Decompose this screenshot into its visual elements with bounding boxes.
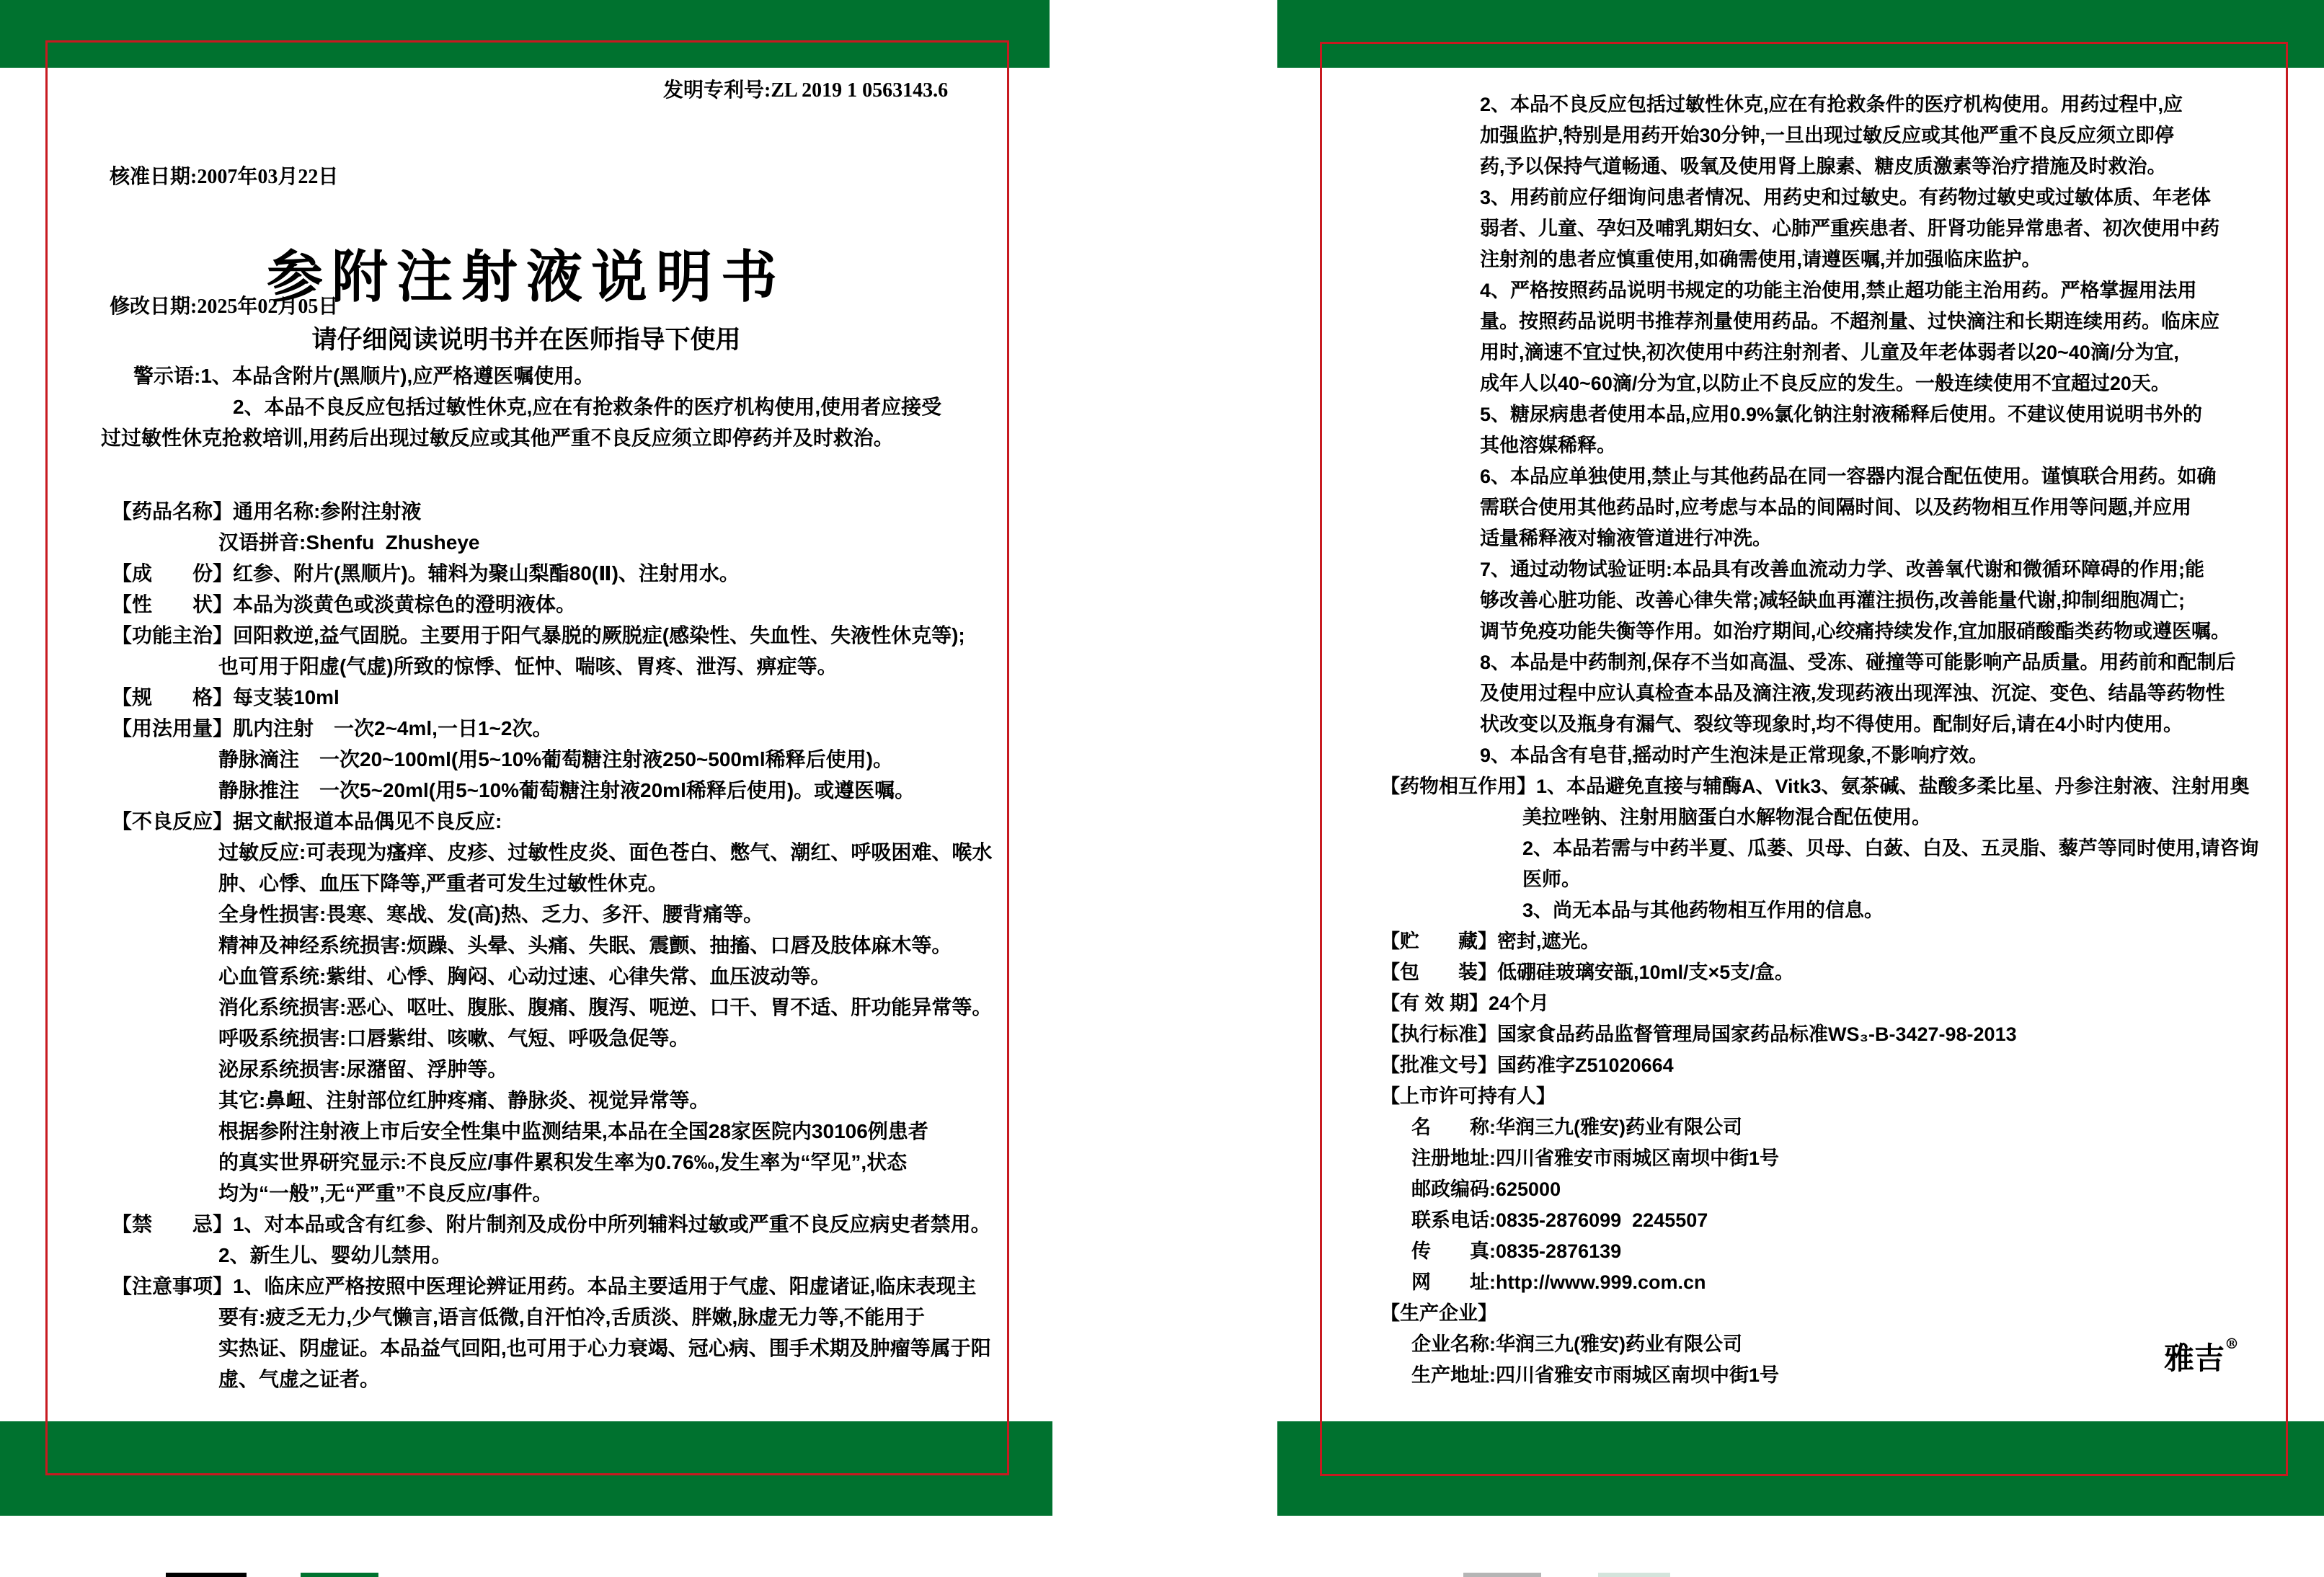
body-line: 药,予以保持气道畅通、吸氧及使用肾上腺素、糖皮质激素等治疗措施及时救治。: [1480, 156, 2167, 177]
body-line: 肿、心悸、血压下降等,严重者可发生过敏性休克。: [218, 872, 668, 894]
body-line: 根据参附注射液上市后安全性集中监测结果,本品在全国28家医院内30106例患者: [218, 1120, 928, 1142]
registered-trademark-icon: ®: [2225, 1335, 2240, 1352]
body-line: 生产地址:四川省雅安市雨城区南坝中街1号: [1411, 1364, 1780, 1386]
warning-line: 2、本品不良反应包括过敏性休克,应在有抢救条件的医疗机构使用,使用者应接受: [233, 396, 942, 418]
body-line: 虚、气虚之证者。: [218, 1368, 381, 1390]
body-line: 网 址:http://www.999.com.cn: [1411, 1271, 1706, 1293]
body-line: 3、用药前应仔细询问患者情况、用药史和过敏史。有药物过敏史或过敏体质、年老体: [1480, 187, 2212, 208]
body-line: 状改变以及瓶身有漏气、裂纹等现象时,均不得使用。配制好后,请在4小时内使用。: [1480, 714, 2183, 735]
body-line: 美拉唑钠、注射用脑蛋白水解物混合配伍使用。: [1522, 807, 1931, 828]
body-line: 全身性损害:畏寒、寒战、发(高)热、乏力、多汗、腰背痛等。: [218, 903, 763, 925]
body-line: 均为“一般”,无“严重”不良反应/事件。: [218, 1182, 553, 1204]
body-line: 用时,滴速不宜过快,初次使用中药注射剂者、儿童及年老体弱者以20~40滴/分为宜,: [1480, 342, 2179, 363]
body-line: 【规 格】每支装10ml: [112, 686, 340, 708]
body-line: 【药物相互作用】1、本品避免直接与辅酶A、Vitk3、氨茶碱、盐酸多柔比星、丹参注射液、注射用奥: [1380, 776, 2250, 797]
body-line: 加强监护,特别是用药开始30分钟,一旦出现过敏反应或其他严重不良反应须立即停: [1480, 125, 2175, 146]
body-line: 邮政编码:625000: [1411, 1178, 1561, 1200]
patent-number: 发明专利号:ZL 2019 1 0563143.6: [663, 79, 949, 102]
warning-line: 过过敏性休克抢救培训,用药后出现过敏反应或其他严重不良反应须立即停药并及时救治。: [101, 427, 894, 449]
body-line: 【成 份】红参、附片(黑顺片)。辅料为聚山梨酯80(Ⅱ)、注射用水。: [112, 562, 740, 585]
body-line: 【生产企业】: [1380, 1302, 1497, 1324]
body-line: 注册地址:四川省雅安市雨城区南坝中街1号: [1411, 1147, 1780, 1169]
body-line: 其它:鼻衄、注射部位红肿疼痛、静脉炎、视觉异常等。: [218, 1089, 710, 1111]
body-line: 医师。: [1522, 869, 1581, 890]
body-line: 量。按照药品说明书推荐剂量使用药品。不超剂量、过快滴注和长期连续用药。临床应: [1480, 311, 2219, 332]
body-line: 适量稀释液对输液管道进行冲洗。: [1480, 528, 1772, 549]
body-line: 3、尚无本品与其他药物相互作用的信息。: [1522, 899, 1884, 921]
body-line: 【功能主治】回阳救逆,益气固脱。主要用于阳气暴脱的厥脱症(感染性、失血性、失液性休克等);: [112, 624, 965, 647]
body-line: 心血管系统:紫绀、心悸、胸闷、心动过速、心律失常、血压波动等。: [218, 965, 831, 987]
warning-statement: [101, 360, 1002, 453]
brand-logo: [2164, 1335, 2239, 1378]
body-line: 【药品名称】通用名称:参附注射液: [112, 500, 422, 523]
body-line: 的真实世界研究显示:不良反应/事件累积发生率为0.76‰,发生率为“罕见”,状态: [218, 1151, 908, 1173]
body-line: 汉语拼音:Shenfu Zhusheye: [218, 531, 480, 554]
body-line: 弱者、儿童、孕妇及哺乳期妇女、心肺严重疾患者、肝肾功能异常患者、初次使用中药: [1480, 218, 2219, 239]
body-line: 成年人以40~60滴/分为宜,以防止不良反应的发生。一般连续使用不宜超过20天。: [1480, 373, 2170, 394]
body-line: 6、本品应单独使用,禁止与其他药品在同一容器内混合配伍使用。谨慎联合用药。如确: [1480, 466, 2217, 487]
body-line: 8、本品是中药制剂,保存不当如高温、受冻、碰撞等可能影响产品质量。用药前和配制后: [1480, 652, 2236, 673]
body-line: 静脉推注 一次5~20ml(用5~10%葡萄糖注射液20ml稀释后使用)。或遵医嘱。: [218, 779, 915, 801]
body-line: 企业名称:华润三九(雅安)药业有限公司: [1411, 1333, 1742, 1355]
body-line: 泌尿系统损害:尿潴留、浮肿等。: [218, 1058, 508, 1080]
body-line: 名 称:华润三九(雅安)药业有限公司: [1411, 1116, 1742, 1138]
revision-date: 修改日期:2025年02月05日: [110, 296, 339, 318]
body-line: 【不良反应】据文献报道本品偶见不良反应:: [112, 810, 502, 832]
right-page-body: [1380, 89, 2296, 1391]
body-line: 【上市许可持有人】: [1380, 1085, 1556, 1107]
body-line: 要有:疲乏无力,少气懒言,语言低微,自汗怕冷,舌质淡、胖嫩,脉虚无力等,不能用于: [218, 1306, 926, 1328]
black-print-mark: [166, 1573, 247, 1577]
body-line: 2、新生儿、婴幼儿禁用。: [218, 1244, 452, 1266]
body-line: 【执行标准】国家食品药品监督管理局国家药品标准WS₃-B-3427-98-2013: [1380, 1023, 2017, 1045]
body-line: 过敏反应:可表现为瘙痒、皮疹、过敏性皮炎、面色苍白、憋气、潮红、呼吸困难、喉水: [218, 841, 993, 863]
pale-green-print-mark: [1598, 1573, 1670, 1577]
body-line: 实热证、阴虚证。本品益气回阳,也可用于心力衰竭、冠心病、围手术期及肿瘤等属于阳: [218, 1337, 991, 1359]
body-line: 传 真:0835-2876139: [1411, 1240, 1622, 1262]
body-line: 联系电话:0835-2876099 2245507: [1411, 1209, 1708, 1231]
body-line: 精神及神经系统损害:烦躁、头晕、头痛、失眠、震颤、抽搐、口唇及肢体麻木等。: [218, 934, 952, 956]
body-line: 需联合使用其他药品时,应考虑与本品的间隔时间、以及药物相互作用等问题,并应用: [1480, 497, 2192, 518]
body-line: 9、本品含有皂苷,摇动时产生泡沫是正常现象,不影响疗效。: [1480, 745, 1989, 766]
body-line: 【性 状】本品为淡黄色或淡黄棕色的澄明液体。: [112, 593, 577, 616]
body-line: 4、严格按照药品说明书规定的功能主治使用,禁止超功能主治用药。严格掌握用法用: [1480, 280, 2197, 301]
approval-date: 核准日期:2007年03月22日: [110, 166, 339, 188]
body-line: 也可用于阳虚(气虚)所致的惊悸、怔忡、喘咳、胃疼、泄泻、痹症等。: [218, 655, 838, 678]
body-line: 静脉滴注 一次20~100ml(用5~10%葡萄糖注射液250~500ml稀释后使用)。: [218, 748, 893, 770]
body-line: 【用法用量】肌内注射 一次2~4ml,一日1~2次。: [112, 717, 553, 739]
body-line: 【有 效 期】24个月: [1380, 992, 1550, 1014]
body-line: 够改善心脏功能、改善心律失常;减轻缺血再灌注损伤,改善能量代谢,抑制细胞凋亡;: [1480, 590, 2185, 611]
warning-line: 警示语:1、本品含附片(黑顺片),应严格遵医嘱使用。: [133, 365, 595, 387]
brand-name: 雅吉: [2164, 1341, 2225, 1376]
body-line: 【贮 藏】密封,遮光。: [1380, 930, 1600, 952]
gray-print-mark: [1463, 1573, 1541, 1577]
green-print-mark: [301, 1573, 378, 1577]
body-line: 呼吸系统损害:口唇紫绀、咳嗽、气短、呼吸急促等。: [218, 1027, 690, 1049]
body-line: 其他溶媒稀释。: [1480, 435, 1616, 456]
body-line: 2、本品不良反应包括过敏性休克,应在有抢救条件的医疗机构使用。用药过程中,应: [1480, 94, 2183, 115]
body-line: 消化系统损害:恶心、呕吐、腹胀、腹痛、腹泻、呃逆、口干、胃不适、肝功能异常等。: [218, 996, 993, 1018]
body-line: 及使用过程中应认真检查本品及滴注液,发现药液出现浑浊、沉淀、变色、结晶等药物性: [1480, 683, 2225, 704]
body-line: 7、通过动物试验证明:本品具有改善血流动力学、改善氧代谢和微循环障碍的作用;能: [1480, 559, 2204, 580]
left-page-body: [112, 496, 1013, 1395]
body-line: 【包 装】低硼硅玻璃安瓿,10ml/支×5支/盒。: [1380, 961, 1794, 983]
body-line: 注射剂的患者应慎重使用,如确需使用,请遵医嘱,并加强临床监护。: [1480, 249, 2041, 270]
leaflet-title: 参附注射液说明书: [266, 246, 786, 308]
body-line: 【注意事项】1、临床应严格按照中医理论辨证用药。本品主要适用于气虚、阳虚诸证,临床表现主: [112, 1275, 977, 1297]
leaflet-subtitle: 请仔细阅读说明书并在医师指导下使用: [311, 326, 741, 354]
body-line: 【批准文号】国药准字Z51020664: [1380, 1054, 1674, 1076]
body-line: 5、糖尿病患者使用本品,应用0.9%氯化钠注射液稀释后使用。不建议使用说明书外的: [1480, 404, 2203, 425]
body-line: 【禁 忌】1、对本品或含有红参、附片制剂及成份中所列辅料过敏或严重不良反应病史者禁用。: [112, 1213, 991, 1235]
body-line: 2、本品若需与中药半夏、瓜蒌、贝母、白蔹、白及、五灵脂、藜芦等同时使用,请咨询: [1522, 838, 2259, 859]
body-line: 调节免疫功能失衡等作用。如治疗期间,心绞痛持续发作,宜加服硝酸酯类药物或遵医嘱。: [1480, 621, 2231, 642]
